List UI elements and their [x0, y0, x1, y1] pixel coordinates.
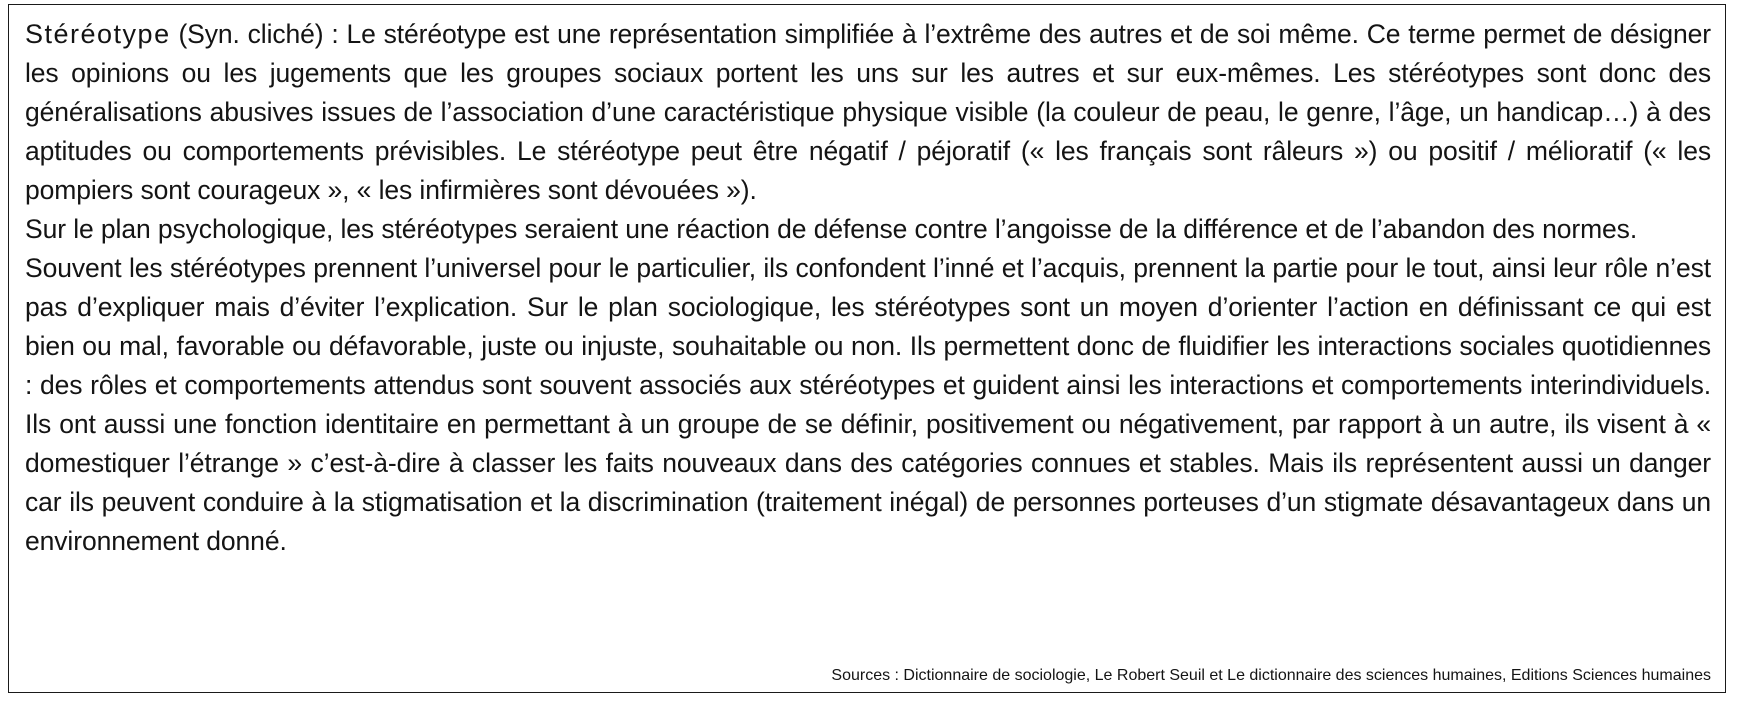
sources-citation: Sources : Dictionnaire de sociologie, Le Robert Seuil et Le dictionnaire des sciences humaines, Editions Sciences humaines	[831, 667, 1711, 684]
definition-paragraph-3: Souvent les stéréotypes prennent l’universel pour le particulier, ils confondent l’inné et l’acquis, prennent la partie pour le tout, ainsi leur rôle n’est pas d’expliquer mais d’éviter l’explication. Sur le plan sociologique, les stéréotypes sont un moyen d’orienter l’action en définissant ce qui est bien ou mal, favorable ou défavorable, juste ou injuste, souhaitable ou non. Ils permettent donc de fluidifier les interactions sociales quotidiennes : des rôles et comportements attendus sont souvent associés aux stéréotypes et guident ainsi les interactions et comportements interindividuels. Ils ont aussi une fonction identitaire en permettant à un groupe de se définir, positivement ou négativement, par rapport à un autre, ils visent à « domestiquer l’étrange » c’est-à-dire à classer les faits nouveaux dans des catégories connues et stables. Mais ils représentent aussi un danger car ils peuvent conduire à la stigmatisation et la discrimination (traitement inégal) de personnes porteuses d’un stigmate désavantageux dans un environnement donné.	[25, 253, 1711, 556]
definition-term: Stéréotype	[25, 19, 171, 49]
definition-box	[8, 4, 1726, 693]
definition-paragraph-2: Sur le plan psychologique, les stéréotypes seraient une réaction de défense contre l’angoisse de la différence et de l’abandon des normes.	[25, 214, 1638, 244]
definition-intro: (Syn. cliché) : Le stéréotype est une représentation simplifiée à l’extrême des autres et de soi même. Ce terme permet de désigner les opinions ou les jugements que les groupes sociaux portent les uns sur les autres et sur eux-mêmes. Les stéréotypes sont donc des généralisations abusives issues de l’association d’une caractéristique physique visible (la couleur de peau, le genre, l’âge, un handicap…) à des aptitudes ou comportements prévisibles. Le stéréotype peut être négatif / péjoratif (« les français sont râleurs ») ou positif / mélioratif (« les pompiers sont courageux », « les infirmières sont dévouées »).	[25, 19, 1711, 205]
definition-paragraph-1	[25, 15, 1711, 210]
